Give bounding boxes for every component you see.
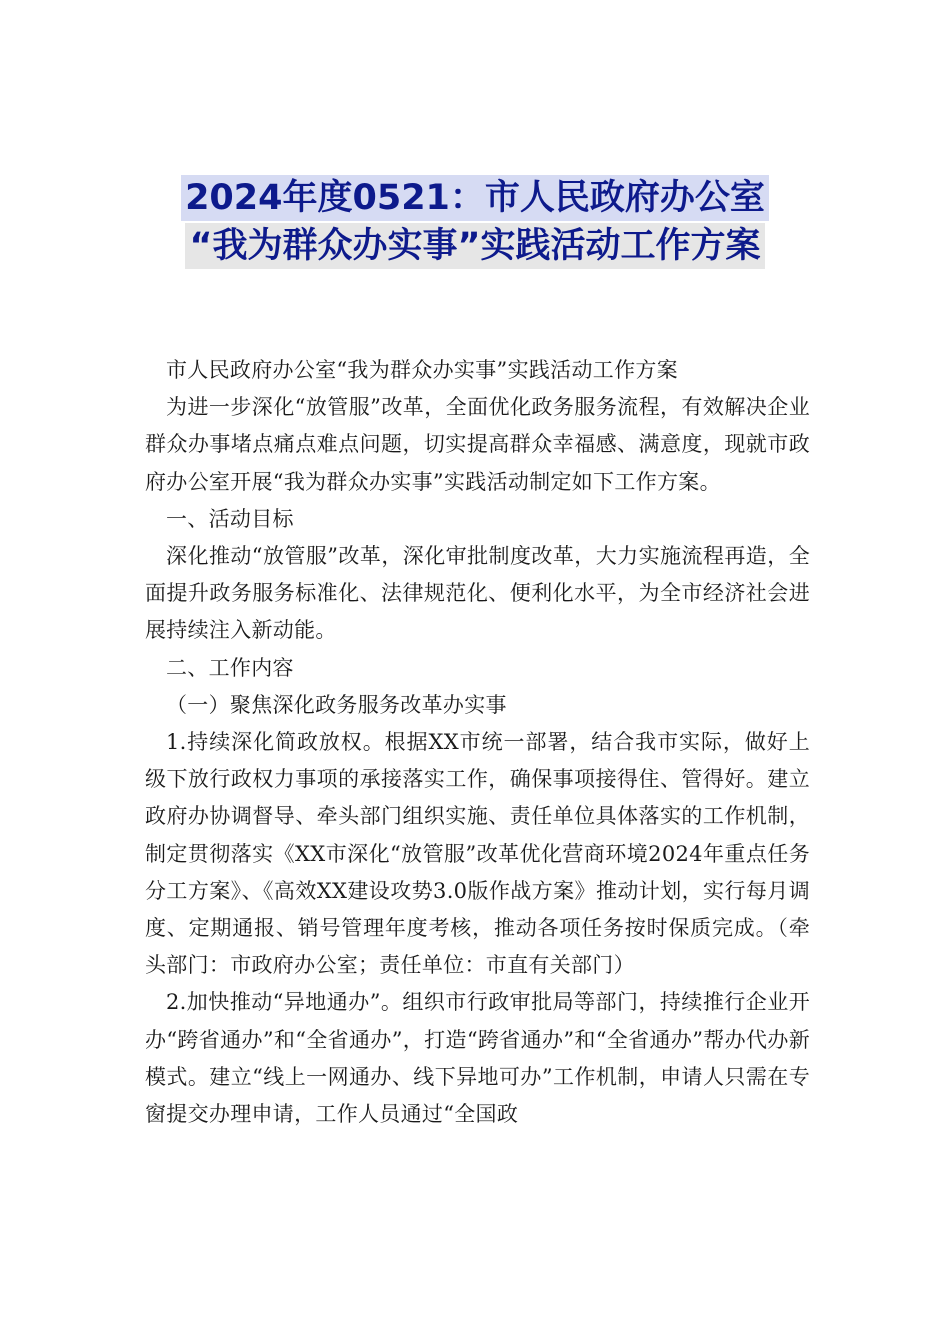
item-paragraph-1: 1.持续深化简政放权。根据XX市统一部署，结合我市实际，做好上级下放行政权力事项的承接落实工作，确保事项接得住、管得好。建立政府办协调督导、牵头部门组织实施、责任单位具体落实的工作机制，制定贯彻落实《XX市深化“放管服”改革优化营商环境2024年重点任务分工方案》、《高效XX建设攻势3.0版作战方案》推动计划，实行每月调度、定期通报、销号管理年度考核，推动各项任务按时保质完成。（牵头部门：市政府办公室；责任单位：市直有关部门） <box>145 730 810 978</box>
intro-paragraph: 为进一步深化“放管服”改革，全面优化政务服务流程，有效解决企业群众办事堵点痛点难点问题，切实提高群众幸福感、满意度，现就市政府办公室开展“我为群众办实事”实践活动制定如下工作方案。 <box>145 395 810 494</box>
subsection-heading-1: （一）聚焦深化政务服务改革办实事 <box>166 692 507 717</box>
section-heading-content: 二、工作内容 <box>166 655 294 680</box>
document-title <box>0 175 950 271</box>
title-line-1: 2024年度0521：市人民政府办公室 <box>181 175 769 221</box>
item-paragraph-2: 2.加快推动“异地通办”。组织市行政审批局等部门，持续推行企业开办“跨省通办”和“全省通办”，打造“跨省通办”和“全省通办”帮办代办新模式。建立“线上一网通办、线下异地可办”工作机制，申请人只需在专窗提交办理申请，工作人员通过“全国政 <box>145 990 810 1127</box>
section-heading-goals: 一、活动目标 <box>166 506 294 531</box>
subtitle-paragraph: 市人民政府办公室“我为群众办实事”实践活动工作方案 <box>166 358 678 382</box>
goals-paragraph: 深化推动“放管服”改革，深化审批制度改革，大力实施流程再造，全面提升政务服务标准化、法律规范化、便利化水平，为全市经济社会进展持续注入新动能。 <box>145 544 810 643</box>
document-body <box>145 352 810 1133</box>
title-line-2: “我为群众办实事”实践活动工作方案 <box>185 223 764 269</box>
